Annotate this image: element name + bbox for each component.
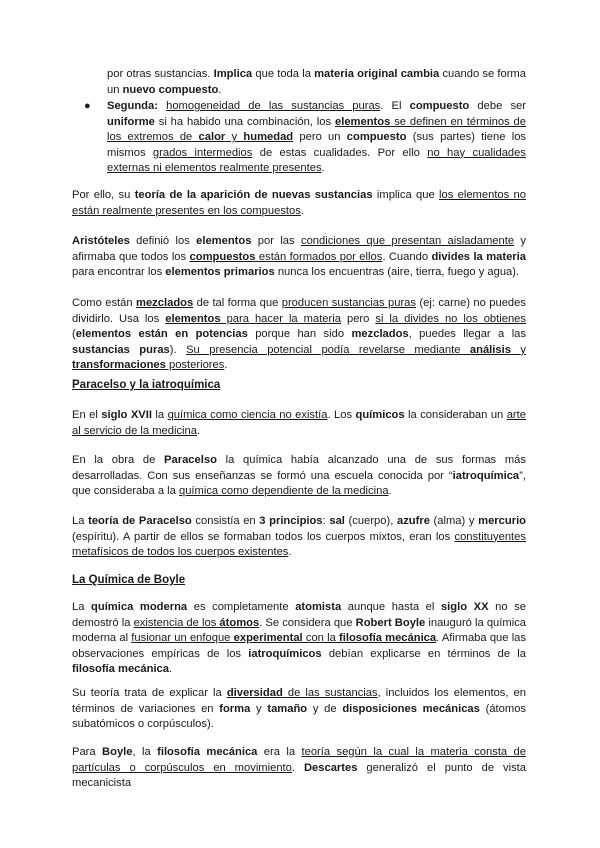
paragraph: Como están mezclados de tal forma que producen sustancias puras (ej: carne) no puedes dividirlo. Usa los elementos para hacer la materia pero si la divides no los obtienes (elementos están en potencias porque han sido mezclados, puedes llegar a las sustancias puras). Su presencia potencial podía revelarse mediante análisis y transformaciones posteriores. bbox=[72, 297, 527, 372]
section-heading: Paracelso y la iatroquímica bbox=[72, 379, 221, 391]
section-heading-block bbox=[72, 573, 526, 588]
paragraph-block bbox=[72, 514, 526, 561]
paragraph: Segunda: homogeneidad de las sustancias puras. El compuesto debe ser uniforme si ha habido una combinación, los elementos se definen en términos de los extremos de calor y humedad pero un compuesto (sus partes) tiene los mismos grados intermedios de estas cualidades. Por ello no hay cualidades externas ni elementos realmente presentes. bbox=[107, 100, 527, 175]
bullet-icon: ● bbox=[84, 100, 91, 112]
paragraph: En el siglo XVII la química como ciencia no existía. Los químicos la consideraban un arte al servicio de la medicina. bbox=[72, 409, 526, 437]
bullet-item-segunda bbox=[84, 99, 526, 177]
paragraph-block bbox=[72, 234, 526, 281]
paragraph-block bbox=[72, 408, 526, 439]
paragraph: La teoría de Paracelso consistía en 3 principios: sal (cuerpo), azufre (alma) y mercurio (espíritu). A partir de ellos se formaban todos los cuerpos mixtos, eran los constituyentes metafísicos de todos los cuerpos existentes. bbox=[72, 515, 527, 559]
paragraph: por otras sustancias. Implica que toda la materia original cambia cuando se forma un nuevo compuesto. bbox=[107, 68, 526, 96]
paragraph-block bbox=[72, 188, 526, 219]
paragraph-block bbox=[72, 600, 526, 678]
paragraph: En la obra de Paracelso la química había alcanzado una de sus formas más desarrolladas. Con sus enseñanzas se formó una escuela conocida por “iatroquímica”, que consideraba a la química como dependiente de la medicina. bbox=[72, 454, 526, 498]
paragraph: Para Boyle, la filosofía mecánica era la teoría según la cual la materia consta de partículas o corpúsculos en movimiento. Descartes generalizó el punto de vista mecanicista bbox=[72, 746, 526, 790]
section-heading: La Química de Boyle bbox=[72, 574, 186, 586]
paragraph: Aristóteles definió los elementos por las condiciones que presentan aisladamente y afirmaba que todos los compuestos están formados por ellos. Cuando divides la materia para encontrar los elementos primarios nunca los encuentras (aire, tierra, fuego y agua). bbox=[72, 235, 526, 279]
paragraph-block bbox=[72, 296, 526, 374]
paragraph-block bbox=[72, 453, 526, 500]
paragraph-block bbox=[72, 686, 526, 733]
bullet-continuation bbox=[107, 67, 526, 98]
paragraph: La química moderna es completamente atomista aunque hasta el siglo XX no se demostró la existencia de los átomos. Se considera que Robert Boyle inauguró la química moderna al fusionar un enfoque experimental con la filosofía mecánica. Afirmaba que las observaciones empíricas de los iatroquímicos debían explicarse en términos de la filosofía mecánica. bbox=[72, 601, 527, 676]
paragraph: Por ello, su teoría de la aparición de nuevas sustancias implica que los elementos no están realmente presentes en los compuestos. bbox=[72, 189, 526, 217]
paragraph: Su teoría trata de explicar la diversidad de las sustancias, incluidos los elementos, en términos de variaciones en forma y tamaño y de disposiciones mecánicas (átomos subatómicos o corpúsculos). bbox=[72, 687, 527, 731]
paragraph-block bbox=[72, 745, 526, 792]
section-heading-block bbox=[72, 378, 526, 393]
